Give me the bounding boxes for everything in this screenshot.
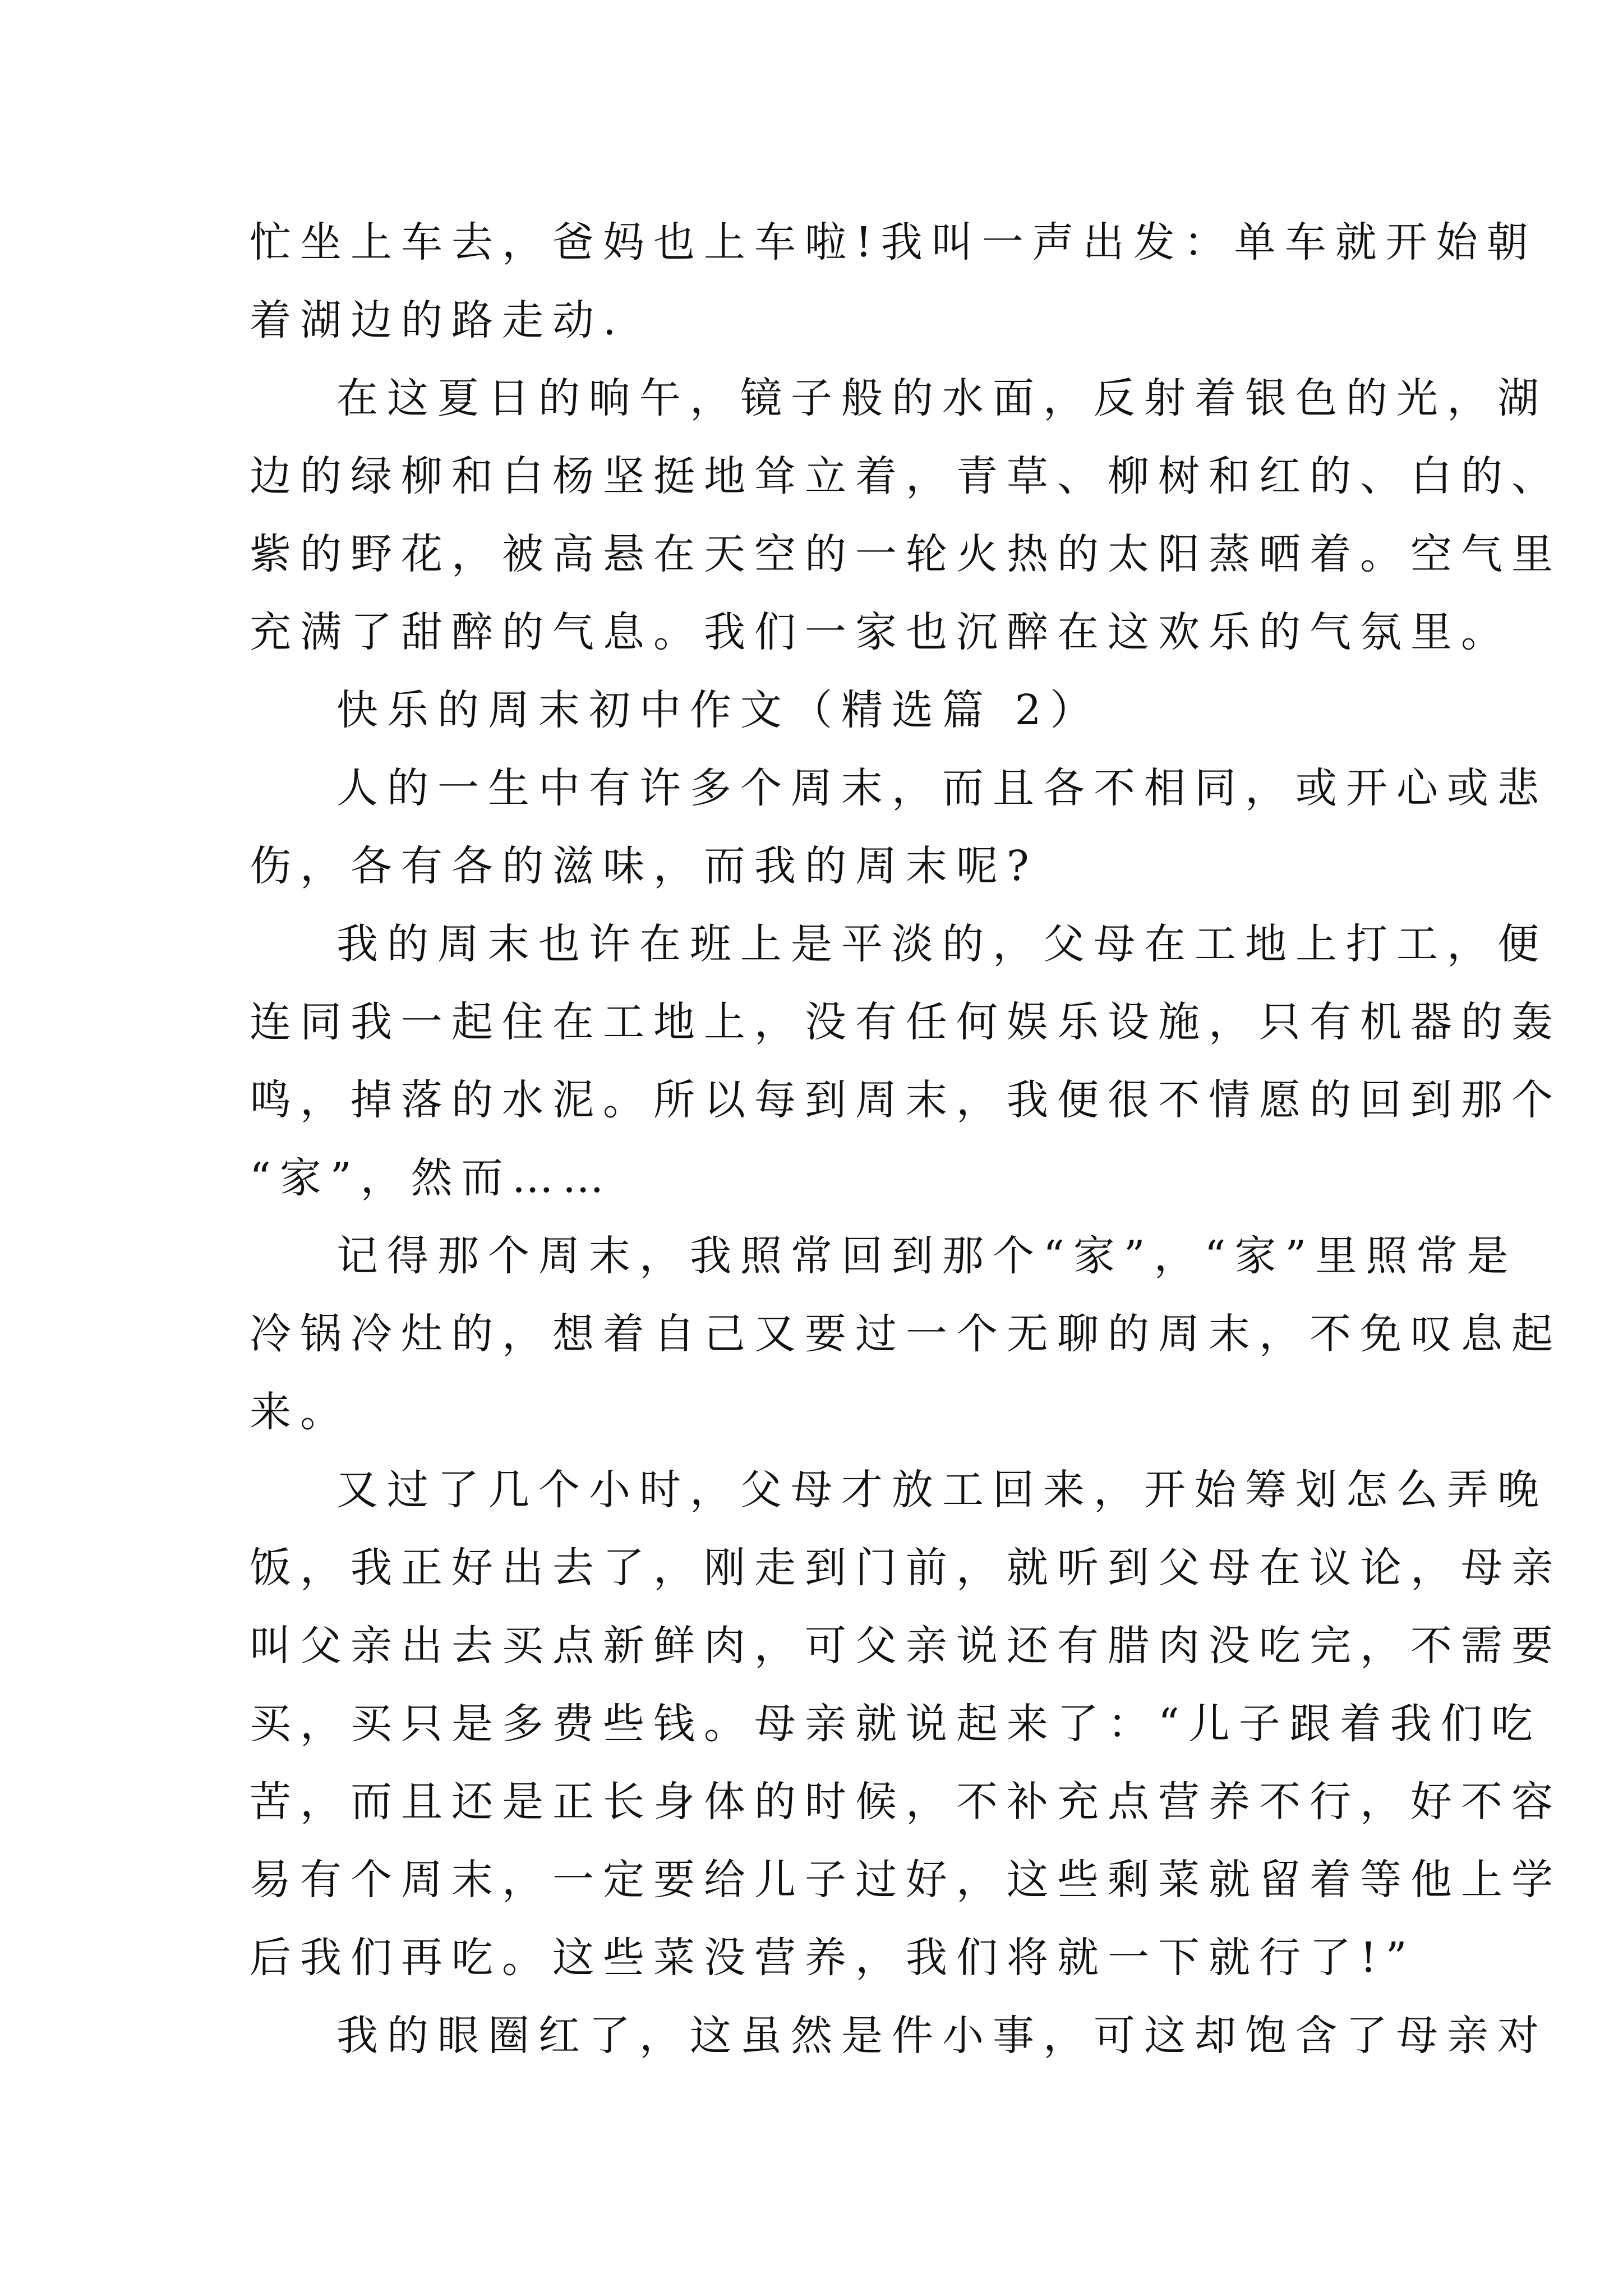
text-line: 紫的野花，被高悬在天空的一轮火热的太阳蒸晒着。空气里 <box>250 530 1562 578</box>
text-line: 在这夏日的晌午，镜子般的水面，反射着银色的光，湖 <box>336 374 1548 422</box>
text-line: 叫父亲出去买点新鲜肉，可父亲说还有腊肉没吃完，不需要 <box>250 1622 1562 1670</box>
text-line: 充满了甜醉的气息。我们一家也沉醉在这欢乐的气氛里。 <box>250 608 1511 656</box>
text-line: 后我们再吃。这些菜没营养，我们将就一下就行了!” <box>250 1934 1416 1982</box>
text-line: 饭，我正好出去了，刚走到门前，就听到父母在议论，母亲 <box>250 1544 1562 1592</box>
text-line: 伤，各有各的滋味，而我的周末呢? <box>250 842 1038 890</box>
text-line: 我的周末也许在班上是平淡的，父母在工地上打工，便 <box>336 920 1548 968</box>
text-line: 我的眼圈红了，这虽然是件小事，可这却饱含了母亲对 <box>336 2012 1548 2060</box>
text-line: 冷锅冷灶的，想着自己又要过一个无聊的周末，不免叹息起 <box>250 1310 1562 1358</box>
text-line: 记得那个周末，我照常回到那个“家”，“家”里照常是 <box>336 1232 1518 1280</box>
text-line: 着湖边的路走动. <box>250 296 625 344</box>
text-line: “家”，然而…… <box>250 1154 613 1202</box>
text-line: 又过了几个小时，父母才放工回来，开始筹划怎么弄晚 <box>336 1466 1548 1514</box>
text-line: 忙坐上车去，爸妈也上车啦!我叫一声出发：单车就开始朝 <box>250 218 1537 266</box>
text-line: 苦，而且还是正长身体的时候，不补充点营养不行，好不容 <box>250 1778 1562 1826</box>
text-line: 鸣，掉落的水泥。所以每到周末，我便很不情愿的回到那个 <box>250 1076 1562 1124</box>
text-line: 人的一生中有许多个周末，而且各不相同，或开心或悲 <box>336 764 1548 812</box>
text-line: 边的绿柳和白杨坚挺地耸立着，青草、柳树和红的、白的、 <box>250 452 1562 500</box>
text-line: 买，买只是多费些钱。母亲就说起来了：“儿子跟着我们吃 <box>250 1700 1542 1748</box>
text-line: 易有个周末，一定要给儿子过好，这些剩菜就留着等他上学 <box>250 1856 1562 1904</box>
text-line: 来。 <box>250 1388 351 1436</box>
text-line: 连同我一起住在工地上，没有任何娱乐设施，只有机器的轰 <box>250 998 1562 1046</box>
section-heading: 快乐的周末初中作文（精选篇 2） <box>336 686 1101 734</box>
